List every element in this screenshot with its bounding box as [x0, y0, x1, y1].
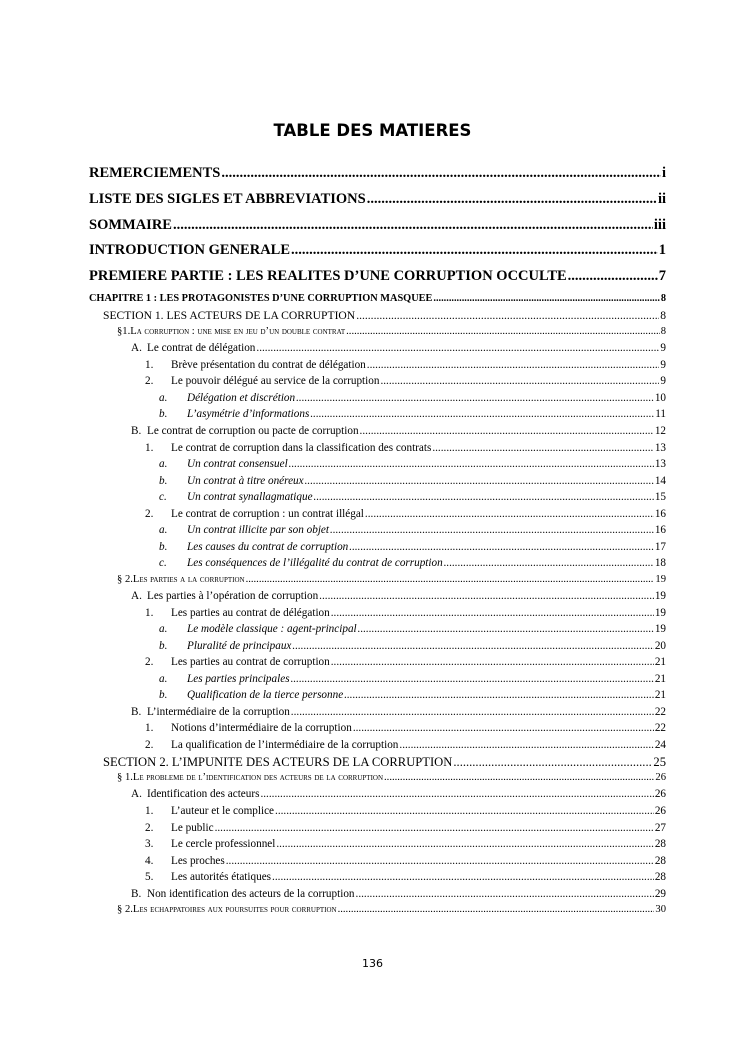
- toc-entry: [131, 342, 666, 354]
- toc-entry-page: 19: [654, 607, 666, 619]
- toc-entry: [145, 822, 666, 834]
- toc-entry: [145, 359, 666, 371]
- dot-leader: [291, 706, 654, 718]
- dot-leader: [356, 888, 654, 900]
- toc-entry-label: Le public: [171, 822, 214, 834]
- toc-entry-label: Notions d’intermédiaire de la corruption: [171, 722, 352, 734]
- dot-leader: [310, 408, 654, 420]
- toc-entry-page: 8: [660, 293, 666, 304]
- dot-leader: [380, 375, 659, 387]
- dot-leader: [433, 293, 659, 304]
- toc-entry-page: 16: [654, 508, 666, 520]
- toc-entry: [89, 165, 666, 182]
- toc-entry-label: LISTE DES SIGLES ET ABBREVIATIONS: [89, 191, 366, 207]
- toc-entry: [117, 772, 666, 783]
- dot-leader: [349, 541, 654, 553]
- toc-entry-page: 28: [654, 838, 666, 850]
- dot-leader: [276, 838, 653, 850]
- toc-entry-number: 5.: [145, 871, 154, 883]
- toc-entry: [89, 191, 666, 208]
- toc-entry-label: La corruption : une mise en jeu d’un double contrat: [130, 326, 346, 337]
- toc-entry-label: Brève présentation du contrat de délégation: [171, 359, 366, 371]
- dot-leader: [314, 491, 654, 503]
- toc-entry: [159, 458, 666, 470]
- toc-entry-label: L’auteur et le complice: [171, 805, 275, 817]
- dot-leader: [296, 392, 654, 404]
- dot-leader: [399, 739, 653, 751]
- toc-entry-label: Les conséquences de l’illégalité du contrat de corruption: [187, 557, 443, 569]
- toc-entry-page: 10: [654, 392, 666, 404]
- dot-leader: [568, 268, 658, 285]
- toc-entry: [145, 805, 666, 817]
- toc-entry: [159, 392, 666, 404]
- toc-entry-label: SECTION 1. LES ACTEURS DE LA CORRUPTION: [103, 309, 356, 322]
- dot-leader: [331, 607, 654, 619]
- toc-entry-page: 21: [654, 689, 666, 701]
- toc-entry-label: Le modèle classique : agent-principal: [187, 623, 357, 635]
- toc-entry-page: 28: [654, 855, 666, 867]
- toc-entry-page: 21: [654, 673, 666, 685]
- toc-entry: [145, 508, 666, 520]
- toc-entry: [159, 475, 666, 487]
- toc-entry-number: 2.: [145, 822, 154, 834]
- toc-entry-page: iii: [653, 217, 666, 233]
- toc-entry-number: B.: [131, 888, 142, 900]
- toc-entry-page: 7: [658, 268, 666, 284]
- dot-leader: [356, 309, 659, 322]
- toc-entry-page: 15: [654, 491, 666, 503]
- toc-entry-page: 19: [655, 574, 666, 585]
- toc-entry-number: b.: [159, 640, 168, 652]
- dot-leader: [215, 822, 654, 834]
- page-title: TABLE DES MATIERES: [273, 121, 472, 140]
- toc-entry-page: 12: [654, 425, 666, 437]
- toc-entry: [131, 425, 666, 437]
- dot-leader: [292, 640, 653, 652]
- toc-entry-page: 27: [654, 822, 666, 834]
- toc-entry-label: Délégation et discrétion: [187, 392, 296, 404]
- toc-entry-page: 24: [654, 739, 666, 751]
- dot-leader: [305, 475, 654, 487]
- toc-entry-number: c.: [159, 557, 167, 569]
- toc-entry-number: a.: [159, 673, 168, 685]
- toc-entry-number: 3.: [145, 838, 154, 850]
- toc-entry: [159, 524, 666, 536]
- toc-entry-page: 11: [655, 408, 666, 420]
- toc-entry-page: 19: [654, 590, 666, 602]
- toc-entry-number: 1.: [145, 442, 154, 454]
- dot-leader: [226, 855, 654, 867]
- toc-entry-label: Les causes du contrat de corruption: [187, 541, 349, 553]
- dot-leader: [432, 442, 653, 454]
- dot-leader: [221, 165, 661, 182]
- toc-entry-page: 22: [654, 722, 666, 734]
- toc-entry-page: 30: [655, 904, 666, 915]
- toc-entry-number: 1.: [145, 359, 154, 371]
- toc-entry-label: Le contrat de corruption ou pacte de corruption: [147, 425, 359, 437]
- toc-entry-label: Le contrat de corruption : un contrat illégal: [171, 508, 364, 520]
- toc-entry-number: a.: [159, 524, 168, 536]
- dot-leader: [173, 217, 653, 234]
- toc-entry-label: Qualification de la tierce personne: [187, 689, 344, 701]
- dot-leader: [291, 673, 654, 685]
- toc-entry-label: Le contrat de corruption dans la classification des contrats: [171, 442, 432, 454]
- toc-entry-page: i: [661, 165, 666, 181]
- toc-entry-label: CHAPITRE 1 : LES PROTAGONISTES D’UNE CORRUPTION MASQUEE: [89, 293, 433, 304]
- toc-entry: [89, 217, 666, 234]
- toc-entry-page: 26: [655, 772, 666, 783]
- toc-entry-page: 25: [653, 755, 666, 769]
- toc-entry-page: 22: [654, 706, 666, 718]
- toc-entry-page: 8: [660, 309, 666, 322]
- dot-leader: [256, 342, 659, 354]
- toc-entry-label: Identification des acteurs: [147, 788, 260, 800]
- dot-leader: [260, 788, 653, 800]
- toc-entry-label: Le pouvoir délégué au service de la corruption: [171, 375, 380, 387]
- toc-entry-page: ii: [657, 191, 666, 207]
- toc-entry-label: Les parties principales: [187, 673, 290, 685]
- toc-entry-number: 2.: [145, 508, 154, 520]
- toc-entry: [89, 268, 666, 285]
- toc-entry-number: 1.: [145, 607, 154, 619]
- toc-entry-page: 19: [654, 623, 666, 635]
- toc-entry-label: Les autorités étatiques: [171, 871, 272, 883]
- toc-entry-page: 26: [654, 788, 666, 800]
- toc-entry-label: Un contrat illicite par son objet: [187, 524, 330, 536]
- toc-entry: [159, 623, 666, 635]
- dot-leader: [331, 656, 654, 668]
- toc-entry-label: La qualification de l’intermédiaire de la corruption: [171, 739, 399, 751]
- toc-entry: [159, 640, 666, 652]
- toc-entry-number: 1.: [145, 722, 154, 734]
- toc-entry-page: 9: [660, 342, 666, 354]
- toc-entry-label: Le contrat de délégation: [147, 342, 256, 354]
- toc-entry: [131, 888, 666, 900]
- toc-entry: [159, 541, 666, 553]
- toc-entry: [131, 706, 666, 718]
- toc-entry: [145, 871, 666, 883]
- dot-leader: [346, 326, 660, 337]
- toc-entry-page: 17: [654, 541, 666, 553]
- dot-leader: [367, 191, 657, 208]
- toc-entry-number: § 2.: [117, 904, 133, 915]
- toc-entry-label: L’asymétrie d’informations: [187, 408, 310, 420]
- toc-entry-number: § 2.: [117, 574, 133, 585]
- toc-entry-number: 4.: [145, 855, 154, 867]
- toc-entry-number: A.: [131, 342, 142, 354]
- dot-leader: [365, 508, 654, 520]
- toc-entry-label: REMERCIEMENTS: [89, 165, 221, 181]
- dot-leader: [344, 689, 654, 701]
- dot-leader: [272, 871, 654, 883]
- toc-entry-number: b.: [159, 475, 168, 487]
- toc-entry-label: Un contrat synallagmatique: [187, 491, 313, 503]
- toc-entry-label: Non identification des acteurs de la corruption: [147, 888, 355, 900]
- toc-entry-number: b.: [159, 689, 168, 701]
- toc-entry-number: 2.: [145, 375, 154, 387]
- toc-entry-number: a.: [159, 392, 168, 404]
- toc-entry-page: 13: [654, 458, 666, 470]
- toc-entry-number: § 1.: [117, 772, 133, 783]
- page-number: 136: [362, 957, 383, 970]
- dot-leader: [384, 772, 654, 783]
- toc-entry: [159, 689, 666, 701]
- toc-entry-number: 2.: [145, 656, 154, 668]
- dot-leader: [246, 574, 655, 585]
- toc-entry-page: 26: [654, 805, 666, 817]
- toc-entry-page: 20: [654, 640, 666, 652]
- toc-entry-page: 14: [654, 475, 666, 487]
- dot-leader: [358, 623, 654, 635]
- toc-entry: [159, 673, 666, 685]
- toc-entry-number: 2.: [145, 739, 154, 751]
- toc-entry: [103, 309, 666, 322]
- toc-entry-page: 9: [660, 375, 666, 387]
- toc-entry-number: b.: [159, 408, 168, 420]
- dot-leader: [338, 904, 655, 915]
- dot-leader: [367, 359, 660, 371]
- toc-entry: [159, 491, 666, 503]
- toc-entry-label: SOMMAIRE: [89, 217, 172, 233]
- toc-entry: [89, 242, 666, 259]
- toc-entry-page: 21: [654, 656, 666, 668]
- toc-entry-label: Pluralité de principaux: [187, 640, 292, 652]
- toc-entry-page: 18: [654, 557, 666, 569]
- toc-entry: [145, 722, 666, 734]
- toc-entry: [103, 755, 666, 770]
- toc-entry-page: 28: [654, 871, 666, 883]
- toc-entry-number: a.: [159, 623, 168, 635]
- toc-entry-label: Les parties au contrat de corruption: [171, 656, 330, 668]
- toc-entry: [117, 904, 666, 915]
- dot-leader: [319, 590, 654, 602]
- toc-entry-label: Les proches: [171, 855, 225, 867]
- toc-entry-label: Le probleme de l’identification des acteurs de la corruption: [132, 772, 384, 783]
- toc-entry-number: A.: [131, 788, 142, 800]
- toc-entry: [131, 590, 666, 602]
- toc-entry-label: Un contrat à titre onéreux: [187, 475, 304, 487]
- toc-entry: [145, 855, 666, 867]
- dot-leader: [453, 755, 652, 770]
- toc-entry: [117, 574, 666, 585]
- toc-entry: [159, 557, 666, 569]
- toc-entry-number: B.: [131, 425, 142, 437]
- toc-entry-number: c.: [159, 491, 167, 503]
- dot-leader: [275, 805, 654, 817]
- dot-leader: [289, 458, 654, 470]
- toc-entry-label: SECTION 2. L’IMPUNITE DES ACTEURS DE LA CORRUPTION: [103, 755, 453, 769]
- toc-entry-label: Un contrat consensuel: [187, 458, 288, 470]
- toc-entry-number: B.: [131, 706, 142, 718]
- toc-entry-page: 1: [658, 242, 666, 258]
- toc-entry: [145, 739, 666, 751]
- dot-leader: [360, 425, 654, 437]
- dot-leader: [353, 722, 654, 734]
- toc-entry-label: Les parties a la corruption: [132, 574, 245, 585]
- dot-leader: [291, 242, 658, 259]
- dot-leader: [444, 557, 654, 569]
- toc-entry: [89, 293, 666, 304]
- toc-entry-label: PREMIERE PARTIE : LES REALITES D’UNE CORRUPTION OCCULTE: [89, 268, 567, 284]
- toc-entry-label: Les parties au contrat de délégation: [171, 607, 330, 619]
- toc-entry-label: Les echappatoires aux poursuites pour corruption: [132, 904, 337, 915]
- toc-entry: [145, 656, 666, 668]
- dot-leader: [330, 524, 654, 536]
- toc-entry: [145, 607, 666, 619]
- toc-entry-label: INTRODUCTION GENERALE: [89, 242, 291, 258]
- toc-entry-label: Le cercle professionnel: [171, 838, 276, 850]
- toc-entry-number: 1.: [145, 805, 154, 817]
- toc-entry-page: 16: [654, 524, 666, 536]
- toc-entry-page: 29: [654, 888, 666, 900]
- toc-entry-page: 8: [660, 326, 666, 337]
- toc-entry: [145, 838, 666, 850]
- toc-entry-number: §1.: [117, 326, 131, 337]
- toc-entry: [145, 442, 666, 454]
- toc-entry-label: L’intermédiaire de la corruption: [147, 706, 290, 718]
- toc-entry-number: b.: [159, 541, 168, 553]
- toc-entry: [145, 375, 666, 387]
- toc-entry-page: 9: [660, 359, 666, 371]
- toc-entry: [159, 408, 666, 420]
- toc-entry: [117, 326, 666, 337]
- toc-entry-number: A.: [131, 590, 142, 602]
- toc-entry-number: a.: [159, 458, 168, 470]
- toc-entry-label: Les parties à l’opération de corruption: [147, 590, 319, 602]
- toc-entry: [131, 788, 666, 800]
- toc-entry-page: 13: [654, 442, 666, 454]
